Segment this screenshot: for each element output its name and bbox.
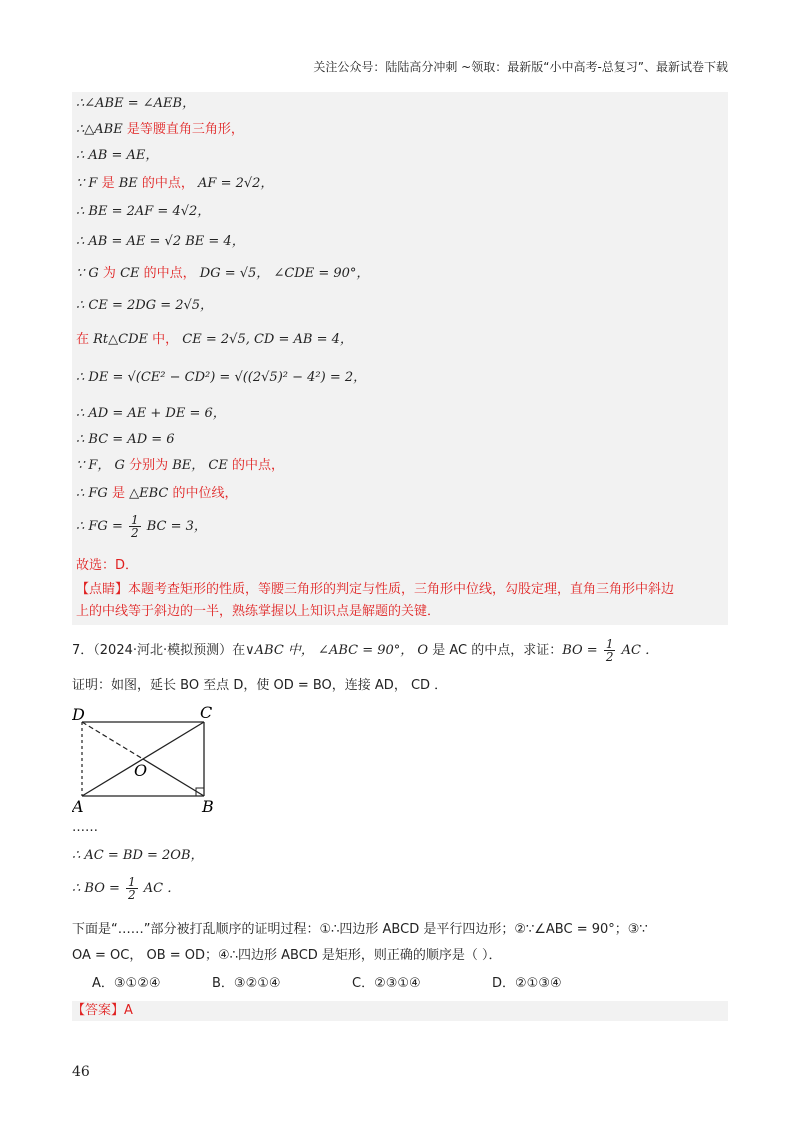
label-o: O xyxy=(134,761,148,780)
solution-line-6: ∴ AB = AE = √2 BE = 4， xyxy=(76,234,245,249)
label-c: C xyxy=(200,703,213,722)
label-a: A xyxy=(72,797,84,816)
solution-line-9: 在 Rt△CDE 中， CE = 2√5, CD = AB = 4， xyxy=(76,332,353,347)
page-number: 46 xyxy=(72,1064,90,1080)
solution-line-15: ∴ FG = $\frac{1}{2}$ BC = 3， xyxy=(76,513,207,540)
geometry-figure xyxy=(72,702,232,816)
solution-line-13: ∵ F， G 分别为 BE， CE 的中点， xyxy=(76,458,284,473)
conclusion-line-1: ∴ AC = BD = 2OB， xyxy=(72,848,204,863)
solution-line-1: ∴∠ABE = ∠AEB， xyxy=(76,96,196,111)
solution-line-7: ∵ G 为 CE 的中点， DG = √5， ∠CDE = 90°， xyxy=(76,266,370,281)
task-line-2: OA = OC， OB = OD；④∴四边形 ABCD 是矩形，则正确的顺序是（ ）． xyxy=(72,948,502,963)
option-c: C．②③①④ xyxy=(352,976,421,991)
answer-block: 【答案】A xyxy=(72,1001,728,1021)
solution-line-11: ∴ AD = AE + DE = 6， xyxy=(76,406,226,421)
ellipsis: …… xyxy=(72,820,98,835)
question-stem: 7．（2024·河北·模拟预测）在∨ABC 中， ∠ABC = 90°， O 是 AC 的中点，求证：BO = $\frac{1}{2}$ AC ． xyxy=(72,637,659,664)
solution-block xyxy=(72,92,728,625)
label-d: D xyxy=(72,705,85,724)
solution-choice: 故选：D． xyxy=(76,558,139,573)
solution-line-5: ∴ BE = 2AF = 4√2， xyxy=(76,204,211,219)
solution-line-10: ∴ DE = √(CE² − CD²) = √((2√5)² − 4²) = 2， xyxy=(76,370,367,385)
task-line-1: 下面是“……”部分被打乱顺序的证明过程：①∴四边形 ABCD 是平行四边形；②∵∠ABC = 90°；③∵ xyxy=(72,922,648,937)
label-b: B xyxy=(202,797,214,816)
option-b: B．③②①④ xyxy=(212,976,281,991)
option-d: D．②①③④ xyxy=(492,976,562,991)
proof-intro: 证明：如图，延长 BO 至点 D，使 OD = BO，连接 AD， CD ． xyxy=(72,678,448,693)
conclusion-line-2: ∴ BO = $\frac{1}{2}$ AC ． xyxy=(72,875,181,902)
comment-line-2: 上的中线等于斜边的一半，熟练掌握以上知识点是解题的关键． xyxy=(76,604,441,619)
solution-line-3: ∴ AB = AE， xyxy=(76,148,159,163)
comment-line-1: 【点睛】本题考查矩形的性质，等腰三角形的判定与性质，三角形中位线，勾股定理，直角三角形中斜边 xyxy=(76,582,675,597)
solution-line-4: ∵ F 是 BE 的中点， AF = 2√2， xyxy=(76,176,274,191)
solution-line-8: ∴ CE = 2DG = 2√5， xyxy=(76,298,214,313)
solution-line-12: ∴ BC = AD = 6 xyxy=(76,432,175,447)
solution-line-2: ∴△ABE 是等腰直角三角形， xyxy=(76,122,244,137)
page-header: 关注公众号：陆陆高分冲刺 ~领取：最新版“小中高考-总复习”、最新试卷下载 xyxy=(313,60,728,74)
solution-line-14: ∴ FG 是 △EBC 的中位线， xyxy=(76,486,238,501)
option-a: A．③①②④ xyxy=(92,976,161,991)
